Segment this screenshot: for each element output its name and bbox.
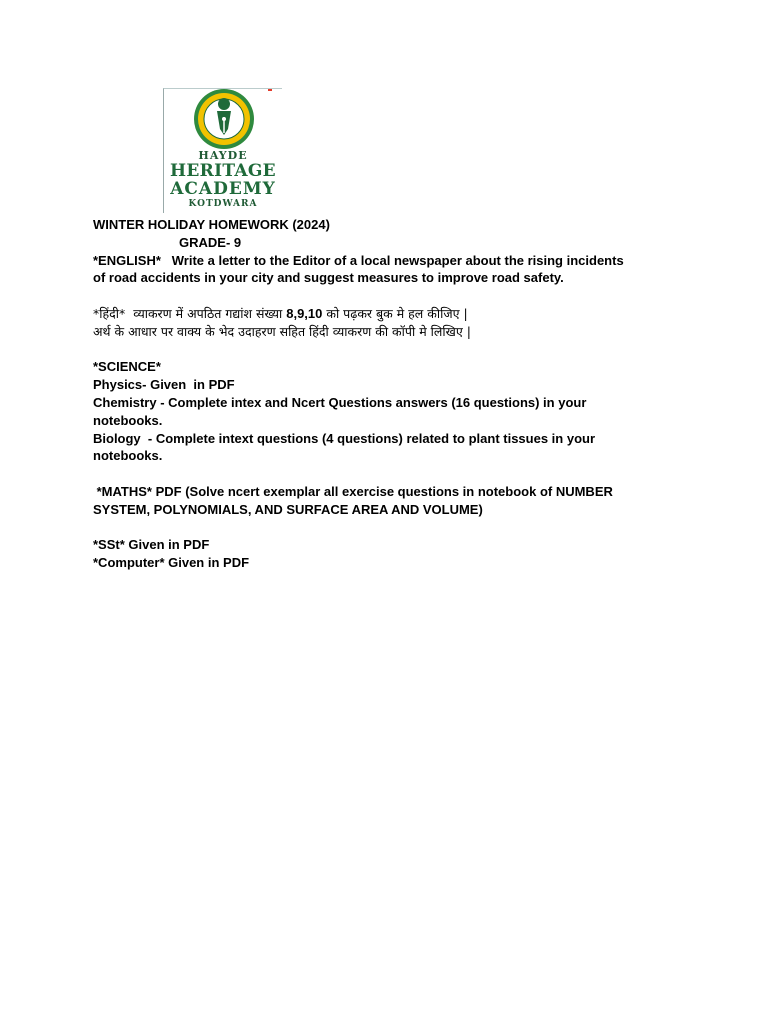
maths-line-1: *MATHS* PDF (Solve ncert exemplar all exercise questions in notebook of NUMBER [93,483,613,499]
english-line-2: of road accidents in your city and suggest measures to improve road safety. [93,270,564,286]
document-title: WINTER HOLIDAY HOMEWORK (2024) [93,217,330,232]
chemistry-line-2: notebooks. [93,412,163,428]
science-heading: *SCIENCE* [93,359,161,375]
logo-hayde-text: HAYDE [198,149,248,162]
chemistry-line-1: Chemistry - Complete intex and Ncert Questions answers (16 questions) in your [93,394,587,410]
logo-heritage-text: HERITAGE [170,161,276,181]
pen-nib-emblem-icon [164,89,282,149]
hindi-line-1-text-a: *हिंदी* व्याकरण में अपठित गद्यांश संख्या [93,305,287,321]
english-line-1: *ENGLISH* Write a letter to the Editor of a local newspaper about the rising incidents [93,252,624,268]
computer-line: *Computer* Given in PDF [93,555,250,571]
maths-line-2: SYSTEM, POLYNOMIALS, AND SURFACE AREA AND VOLUME) [93,501,483,517]
grade-label: GRADE- 9 [179,234,242,250]
homework-document [93,216,693,572]
biology-line-1: Biology - Complete intext questions (4 questions) related to plant tissues in your [93,430,596,446]
hindi-line-1-text-b: को पढ़कर बुक मे हल कीजिए | [322,305,468,321]
logo-academy-text: ACADEMY [170,179,276,199]
logo-kotdwara-text: KOTDWARA [188,199,258,209]
hindi-passage-numbers: 8,9,10 [286,305,323,321]
hindi-line-1 [93,305,693,323]
biology-line-2: notebooks. [93,448,163,464]
sst-line: *SSt* Given in PDF [93,537,210,553]
physics-line: Physics- Given in PDF [93,377,235,393]
hindi-line-2: अर्थ के आधार पर वाक्य के भेद उदाहरण सहित हिंदी व्याकरण की कॉपी मे लिखिए | [93,323,471,339]
school-logo [163,88,282,213]
